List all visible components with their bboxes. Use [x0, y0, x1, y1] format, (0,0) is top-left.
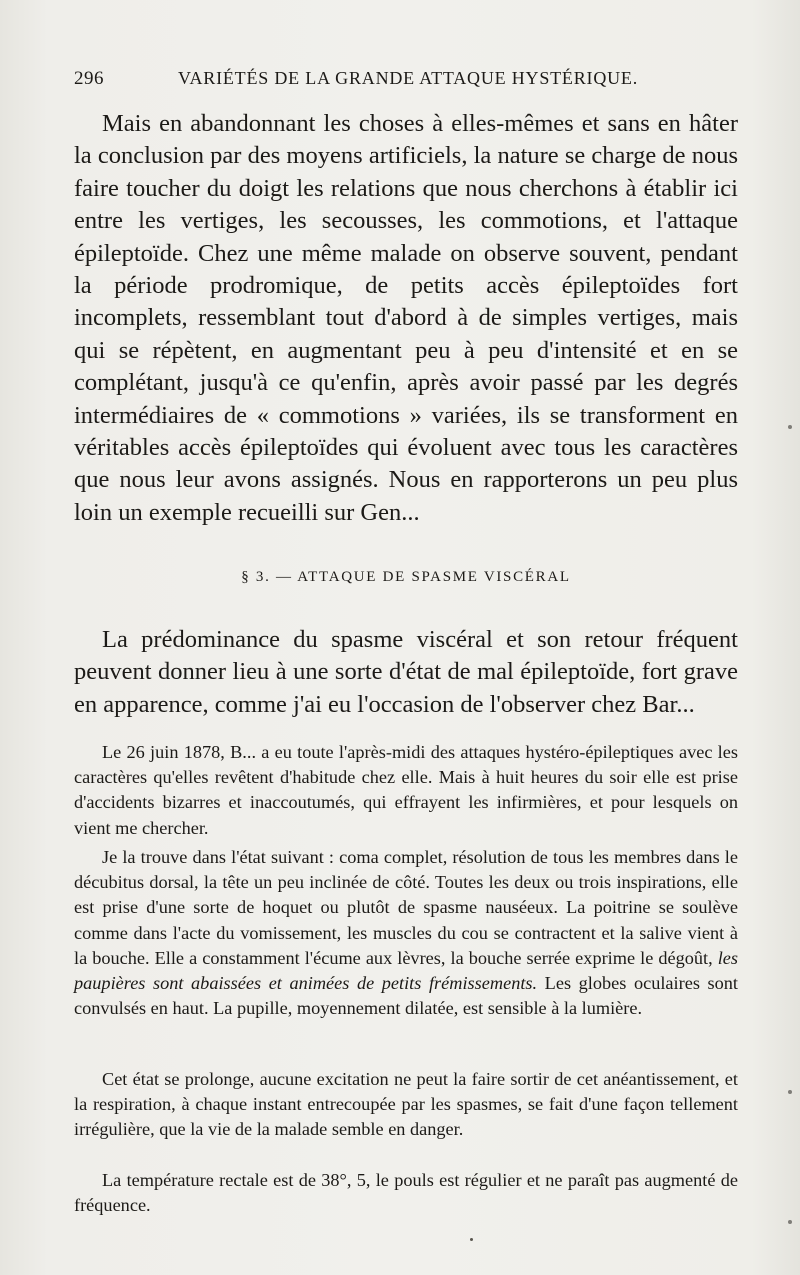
- section-intro-paragraph: La prédominance du spasme viscéral et son retour fréquent peuvent donner lieu à une sorte d'état de mal épileptoïde, fort grave en apparence, comme j'ai eu l'occasion de l'observer chez Bar...: [74, 626, 738, 718]
- margin-speck-mark: [788, 1220, 792, 1224]
- case-paragraph: Le 26 juin 1878, B... a eu toute l'après-midi des attaques hystéro-épileptiques avec les caractères qu'elles revêtent d'habitude chez elle. Mais à huit heures du soir elle est prise d'accidents bizarres et inaccoutumés, qui effrayent les infirmières, et pour lesquels on vient me chercher.: [74, 742, 738, 838]
- symptoms-italic-text: les paupières sont abaissées et animées de petits frémissements.: [74, 947, 738, 994]
- prolonged-state-paragraph: Cet état se prolonge, aucune excitation ne peut la faire sortir de cet anéantissement, et la respiration, à chaque instant entrecoupée par les spasmes, se fait d'une façon tellement irrégulière, que la vie de la malade semble en danger.: [74, 1069, 738, 1140]
- symptoms-text-end: Les globes oculaires sont convulsés en haut. La pupille, moyennement dilatée, est sensible à la lumière.: [74, 973, 738, 1019]
- margin-speck-mark: [788, 1090, 792, 1094]
- print-speck-mark: [470, 1238, 473, 1241]
- page-number: 296: [74, 68, 104, 89]
- intro-paragraph: Mais en abandonnant les choses à elles-mêmes et sans en hâter la conclusion par des moyens artificiels, la nature se charge de nous faire toucher du doigt les relations que nous cherchons à établir ici entre les vertiges, les secousses, les commotions, et l'attaque épileptoïde. Chez une même malade on observe souvent, pendant la période prodromique, de petits accès épileptoïdes fort incomplets, ressemblant tout d'abord à de simples vertiges, mais qui se répètent, en augmentant peu à peu d'intensité et en se complétant, jusqu'à ce qu'enfin, après avoir passé par les degrés intermédiaires de « commotions » variées, ils se transforment en véritables accès épileptoïdes qui évoluent avec tous les caractères que nous leur avons assignés. Nous en rapporterons un peu plus loin un exemple recueilli sur Gen...: [74, 110, 738, 526]
- symptoms-paragraph: [74, 845, 738, 1021]
- symptoms-text-start: Je la trouve dans l'état suivant : coma complet, résolution de tous les membres dans le décubitus dorsal, la tête un peu inclinée de côté. Toutes les deux ou trois inspirations, elle est prise d'une sorte de hoquet ou plutôt de spasme nauséeux. La poitrine se soulève comme dans l'acte du vomissement, les muscles du cou se contractent et la salive vient à la bouche. Elle a constamment l'écume aux lèvres, la bouche serrée exprime le dégoût,: [74, 847, 738, 968]
- page-header: [74, 68, 738, 98]
- running-head: VARIÉTÉS DE LA GRANDE ATTAQUE HYSTÉRIQUE.: [178, 68, 639, 88]
- temperature-paragraph: La température rectale est de 38°, 5, le pouls est régulier et ne paraît pas augmenté de fréquence.: [74, 1170, 738, 1216]
- margin-speck-mark: [788, 425, 792, 429]
- section-heading: § 3. — ATTAQUE DE SPASME VISCÉRAL: [241, 569, 571, 585]
